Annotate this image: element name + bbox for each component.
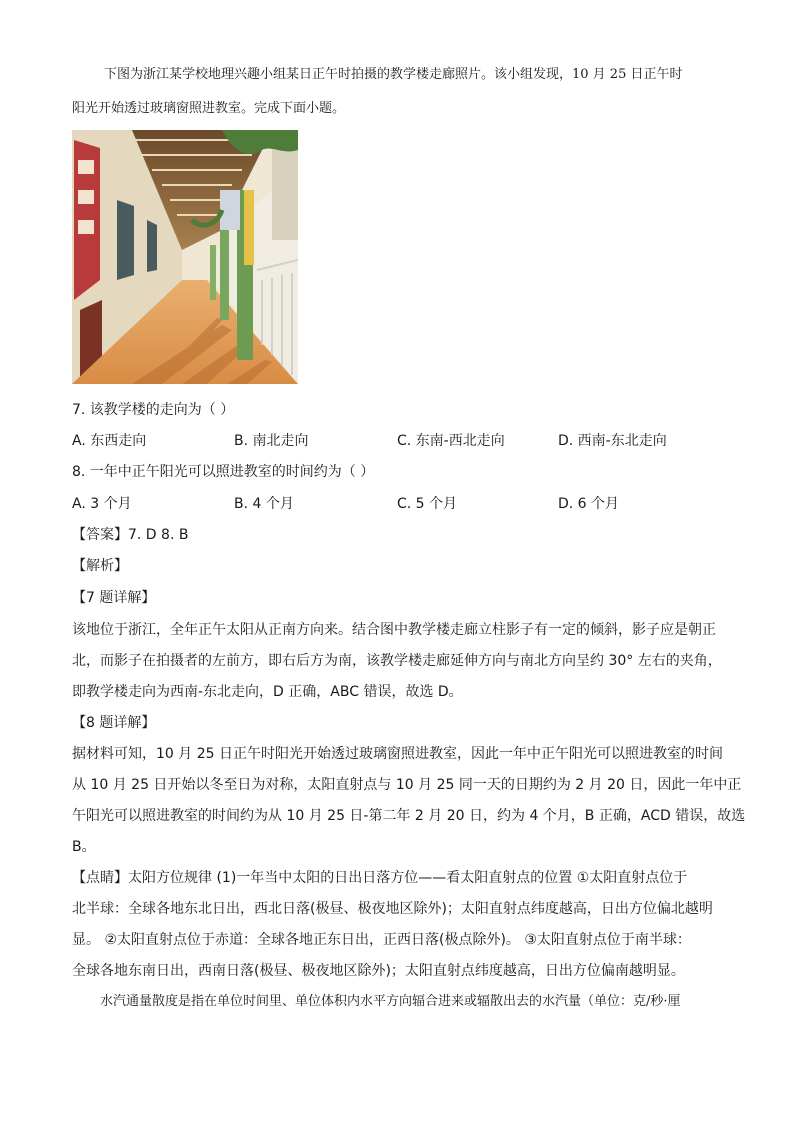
q7-stem: 7. 该教学楼的走向为（ ） (72, 402, 235, 418)
answer-row (72, 525, 188, 545)
next-question-intro: 水汽通量散度是指在单位时间里、单位体积内水平方向辐合进来或辐散出去的水汽量（单位：克/秒·厘 (100, 994, 681, 1009)
detail8-label: 【8 题详解】 (72, 715, 156, 731)
tip-label: 【点睛】 (72, 870, 128, 886)
detail8-line-4: B。 (72, 839, 96, 855)
detail8-line-3: 午阳光可以照进教室的时间约为从 10 月 25 日-第二年 2 月 20 日，约为 4 个月，B 正确，ACD 错误，故选 (72, 808, 746, 824)
intro-line-2: 阳光开始透过玻璃窗照进教室。完成下面小题。 (72, 101, 346, 116)
answer-text: 7. D 8. B (128, 527, 189, 543)
corridor-photo (72, 130, 298, 384)
q8-option-c: C. 5 个月 (397, 496, 458, 512)
detail7-label: 【7 题详解】 (72, 590, 156, 606)
detail7-line-1: 该地位于浙江，全年正午太阳从正南方向来。结合图中教学楼走廊立柱影子有一定的倾斜，影子应是朝正 (72, 622, 716, 638)
detail7-line-3: 即教学楼走向为西南-东北走向，D 正确，ABC 错误，故选 D。 (72, 684, 463, 700)
q8-stem: 8. 一年中正午阳光可以照进教室的时间约为（ ） (72, 464, 375, 480)
tip-row-1 (72, 868, 687, 888)
detail8-line-1: 据材料可知，10 月 25 日正午时阳光开始透过玻璃窗照进教室，因此一年中正午阳光可以照进教室的时间 (72, 746, 723, 762)
intro-line-1: 下图为浙江某学校地理兴趣小组某日正午时拍摄的教学楼走廊照片。该小组发现，10 月 25 日正午时 (104, 67, 683, 82)
q7-option-d: D. 西南-东北走向 (558, 433, 667, 449)
tip-line-4: 全球各地东南日出，西南日落(极昼、极夜地区除外)；太阳直射点纬度越高，日出方位偏南越明显。 (72, 963, 685, 979)
tip-line-3: 显。 ②太阳直射点位于赤道：全球各地正东日出，正西日落(极点除外)。 ③太阳直射点位于南半球： (72, 932, 691, 948)
tip-line-1: 太阳方位规律 (1)一年当中太阳的日出日落方位——看太阳直射点的位置 ①太阳直射点位于 (128, 870, 688, 886)
q7-option-b: B. 南北走向 (234, 433, 309, 449)
answer-label: 【答案】 (72, 527, 128, 543)
q8-option-d: D. 6 个月 (558, 496, 620, 512)
detail7-line-2: 北，而影子在拍摄者的左前方，即右后方为南，该教学楼走廊延伸方向与南北方向呈约 30° 左右的夹角， (72, 653, 722, 669)
q8-option-b: B. 4 个月 (234, 496, 294, 512)
q7-option-c: C. 东南-西北走向 (397, 433, 505, 449)
q7-option-a: A. 东西走向 (72, 433, 147, 449)
q8-option-a: A. 3 个月 (72, 496, 132, 512)
analysis-label: 【解析】 (72, 558, 128, 574)
detail8-line-2: 从 10 月 25 日开始以冬至日为对称，太阳直射点与 10 月 25 同一天的日期约为 2 月 20 日，因此一年中正 (72, 777, 742, 793)
tip-line-2: 北半球：全球各地东北日出，西北日落(极昼、极夜地区除外)；太阳直射点纬度越高，日出方位偏北越明 (72, 901, 713, 917)
